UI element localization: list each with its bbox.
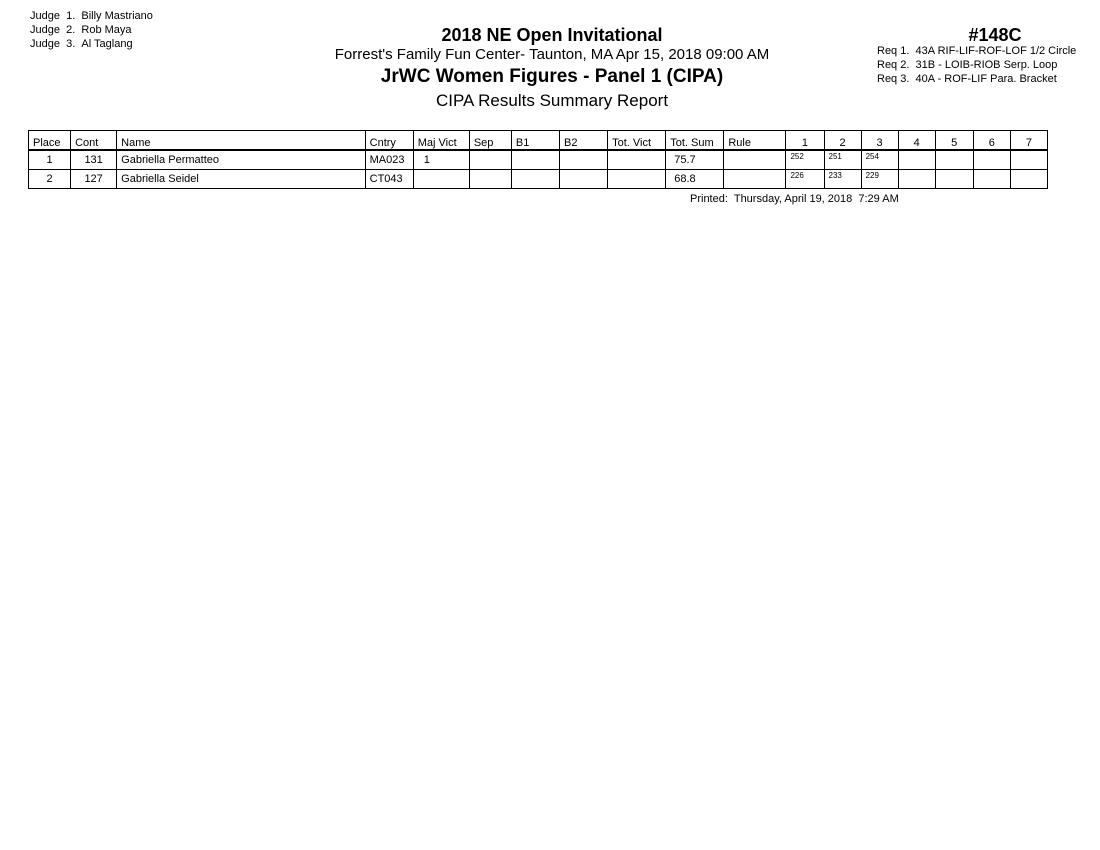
results-table	[28, 130, 1048, 189]
requirement-label: Req 3.	[877, 73, 910, 85]
cell-judge-5-score	[935, 170, 973, 189]
cell-judge-6-score	[973, 150, 1010, 170]
cell-judge-4-score	[898, 170, 935, 189]
judge-label: Judge 1.	[30, 10, 76, 22]
table-header-row	[29, 131, 1048, 151]
cell-tot-vict	[608, 170, 666, 189]
table-row	[29, 170, 1048, 189]
col-header-name: Name	[117, 131, 365, 151]
requirement-text: 43A RIF-LIF-ROF-LOF 1/2 Circle	[915, 45, 1077, 57]
col-header-tot-sum: Tot. Sum	[666, 131, 724, 151]
col-header-judge-2: 2	[824, 131, 861, 151]
judge-1	[30, 9, 153, 23]
cell-rule	[724, 170, 786, 189]
printed-label: Printed:	[690, 193, 728, 205]
requirement-text: 40A - ROF-LIF Para. Bracket	[915, 73, 1057, 85]
requirements-list	[877, 44, 1076, 86]
venue-date: Forrest's Family Fun Center- Taunton, MA Apr 15, 2018 09:00 AM	[334, 46, 770, 63]
requirement-label: Req 2.	[877, 59, 910, 71]
printed-timestamp	[690, 193, 899, 205]
judge-label: Judge 2.	[30, 24, 76, 36]
cell-place: 2	[29, 170, 71, 189]
report-header	[290, 24, 814, 112]
cell-place: 1	[29, 150, 71, 170]
col-header-cont: Cont	[71, 131, 117, 151]
cell-maj-vict	[413, 170, 469, 189]
judge-name: Al Taglang	[81, 38, 133, 50]
cell-judge-6-score	[973, 170, 1010, 189]
col-header-cntry: Cntry	[365, 131, 413, 151]
cell-judge-1-score: 226	[786, 170, 824, 189]
col-header-maj-vict: Maj Vict	[413, 131, 469, 151]
cell-sep	[469, 150, 511, 170]
cell-judge-5-score	[935, 150, 973, 170]
judge-name: Billy Mastriano	[81, 10, 153, 22]
cell-sep	[469, 170, 511, 189]
cell-b2	[560, 150, 608, 170]
requirement-text: 31B - LOIB-RIOB Serp. Loop	[915, 59, 1058, 71]
cell-b1	[511, 150, 559, 170]
cell-b1	[511, 170, 559, 189]
col-header-judge-3: 3	[861, 131, 898, 151]
judges-list	[30, 9, 153, 51]
requirement-3	[877, 72, 1076, 86]
cell-judge-4-score	[898, 150, 935, 170]
col-header-b2: B2	[560, 131, 608, 151]
printed-value: Thursday, April 19, 2018 7:29 AM	[733, 193, 899, 205]
cell-b2	[560, 170, 608, 189]
col-header-judge-7: 7	[1010, 131, 1047, 151]
col-header-place: Place	[29, 131, 71, 151]
cell-judge-2-score: 233	[824, 170, 861, 189]
event-number: #148C	[968, 25, 1022, 45]
competition-name: JrWC Women Figures - Panel 1 (CIPA)	[380, 66, 724, 87]
col-header-judge-1: 1	[786, 131, 824, 151]
judge-name: Rob Maya	[81, 24, 132, 36]
col-header-rule: Rule	[724, 131, 786, 151]
cell-judge-7-score	[1010, 150, 1047, 170]
judge-2	[30, 23, 153, 37]
cell-judge-3-score: 229	[861, 170, 898, 189]
cell-name: Gabriella Permatteo	[117, 150, 365, 170]
cell-tot-sum: 68.8	[666, 170, 724, 189]
requirement-2	[877, 58, 1076, 72]
requirement-label: Req 1.	[877, 45, 910, 57]
cell-judge-7-score	[1010, 170, 1047, 189]
table-row	[29, 150, 1048, 170]
cell-tot-sum: 75.7	[666, 150, 724, 170]
judge-label: Judge 3.	[30, 38, 76, 50]
col-header-sep: Sep	[469, 131, 511, 151]
col-header-judge-6: 6	[973, 131, 1010, 151]
cell-maj-vict: 1	[413, 150, 469, 170]
col-header-b1: B1	[511, 131, 559, 151]
cell-tot-vict	[608, 150, 666, 170]
cell-rule	[724, 150, 786, 170]
report-title: CIPA Results Summary Report	[435, 91, 669, 110]
col-header-tot-vict: Tot. Vict	[608, 131, 666, 151]
cell-judge-2-score: 251	[824, 150, 861, 170]
cell-judge-3-score: 254	[861, 150, 898, 170]
cell-cont: 127	[71, 170, 117, 189]
col-header-judge-5: 5	[935, 131, 973, 151]
cell-name: Gabriella Seidel	[117, 170, 365, 189]
cell-cont: 131	[71, 150, 117, 170]
requirement-1	[877, 44, 1076, 58]
col-header-judge-4: 4	[898, 131, 935, 151]
event-title: 2018 NE Open Invitational	[441, 25, 663, 45]
cell-cntry: CT043	[365, 170, 413, 189]
judge-3	[30, 37, 153, 51]
cell-judge-1-score: 252	[786, 150, 824, 170]
cell-cntry: MA023	[365, 150, 413, 170]
